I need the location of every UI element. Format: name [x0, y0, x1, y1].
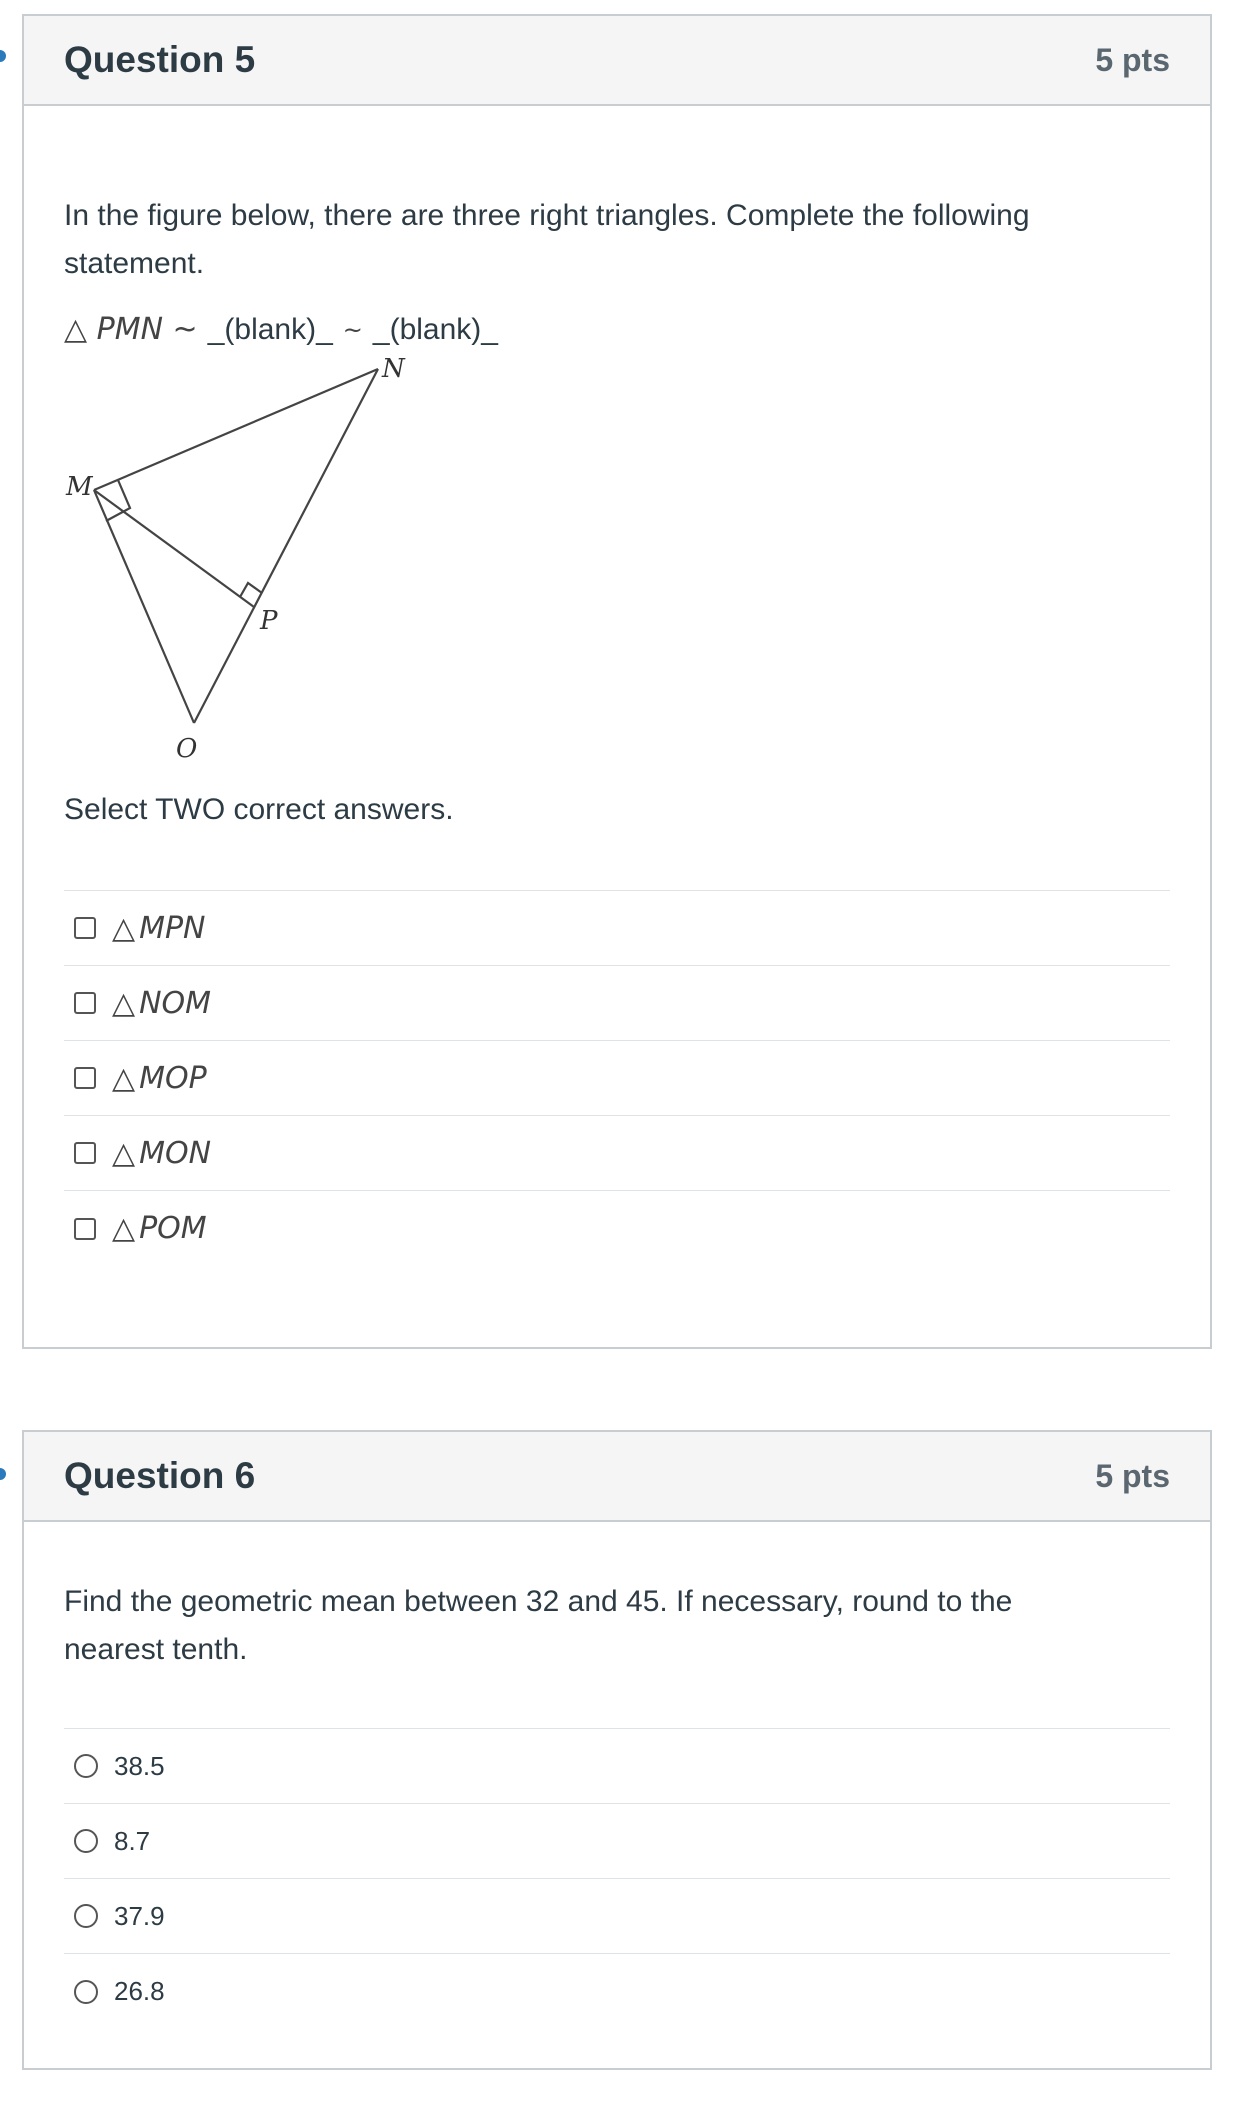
answer-label [112, 1136, 211, 1171]
checkbox[interactable] [74, 917, 96, 939]
answer-option[interactable] [64, 1954, 1170, 2029]
vertex-label-M: M [66, 472, 93, 502]
answer-label [112, 1211, 207, 1246]
answer-option[interactable] [64, 891, 1170, 966]
radio-button[interactable] [74, 1829, 98, 1853]
question-title: Question 5 [64, 39, 256, 80]
answer-text: NOM [139, 985, 212, 1021]
triangle-icon: △ [112, 985, 136, 1021]
answer-text: 8.7 [114, 1825, 151, 1856]
triangle-icon: △ [112, 1060, 136, 1096]
answer-list [64, 890, 1170, 1266]
segment-NO [194, 369, 378, 723]
question-text: In the figure below, there are three right triangles. Complete the following statement. [64, 199, 1030, 280]
answer-option[interactable] [64, 1879, 1170, 1954]
answer-option[interactable] [64, 966, 1170, 1041]
answer-text: MOP [139, 1060, 207, 1096]
segment-MN [94, 369, 378, 490]
checkbox[interactable] [74, 1218, 96, 1240]
triangle-figure [64, 355, 464, 775]
answer-text: 38.5 [114, 1750, 165, 1781]
radio-button[interactable] [74, 1754, 98, 1778]
statement-prefix: △ PMN ~ [64, 312, 198, 347]
answer-label [112, 911, 206, 946]
statement-blank-1: _(blank)_ [207, 312, 333, 346]
answer-text: MON [139, 1135, 212, 1171]
answer-text: 26.8 [114, 1976, 165, 2006]
instruction-text: Select TWO correct answers. [64, 793, 454, 826]
checkbox[interactable] [74, 992, 96, 1014]
right-angle-mark-P [240, 583, 262, 597]
answer-option[interactable] [64, 1729, 1170, 1804]
question-6 [22, 1430, 1212, 2070]
question-title: Question 6 [64, 1455, 256, 1496]
answer-text: MPN [139, 910, 206, 946]
radio-button[interactable] [74, 1904, 98, 1928]
question-5 [22, 14, 1212, 1349]
question-body [24, 1578, 1210, 2029]
vertex-label-O: O [176, 734, 198, 764]
answer-option[interactable] [64, 1804, 1170, 1879]
question-6-marker [0, 1468, 6, 1480]
answer-option[interactable] [64, 1191, 1170, 1266]
segment-MO [94, 490, 194, 723]
triangle-icon: △ [112, 1211, 136, 1246]
triangle-icon: △ [112, 1135, 136, 1171]
radio-button[interactable] [74, 1980, 98, 2004]
checkbox[interactable] [74, 1067, 96, 1089]
answer-label [112, 1061, 207, 1096]
statement-blank-2: _(blank)_ [372, 312, 498, 346]
statement-similar-symbol: ~ [342, 315, 363, 344]
answer-text: POM [139, 1211, 207, 1246]
question-points: 5 pts [1095, 41, 1170, 78]
answer-option[interactable] [64, 1116, 1170, 1191]
question-header [24, 16, 1210, 106]
question-points: 5 pts [1095, 1457, 1170, 1494]
triangle-icon: △ [112, 910, 136, 946]
question-header [24, 1432, 1210, 1522]
question-text: Find the geometric mean between 32 and 45. If necessary, round to the nearest tenth. [64, 1585, 1013, 1666]
question-body [24, 192, 1210, 1266]
similarity-statement [64, 312, 1170, 347]
answer-label [112, 986, 211, 1021]
checkbox[interactable] [74, 1142, 96, 1164]
answer-list [64, 1728, 1170, 2029]
question-5-marker [0, 50, 6, 62]
vertex-label-N: N [382, 355, 405, 384]
vertex-label-P: P [260, 606, 278, 636]
answer-option[interactable] [64, 1041, 1170, 1116]
answer-text: 37.9 [114, 1900, 165, 1931]
